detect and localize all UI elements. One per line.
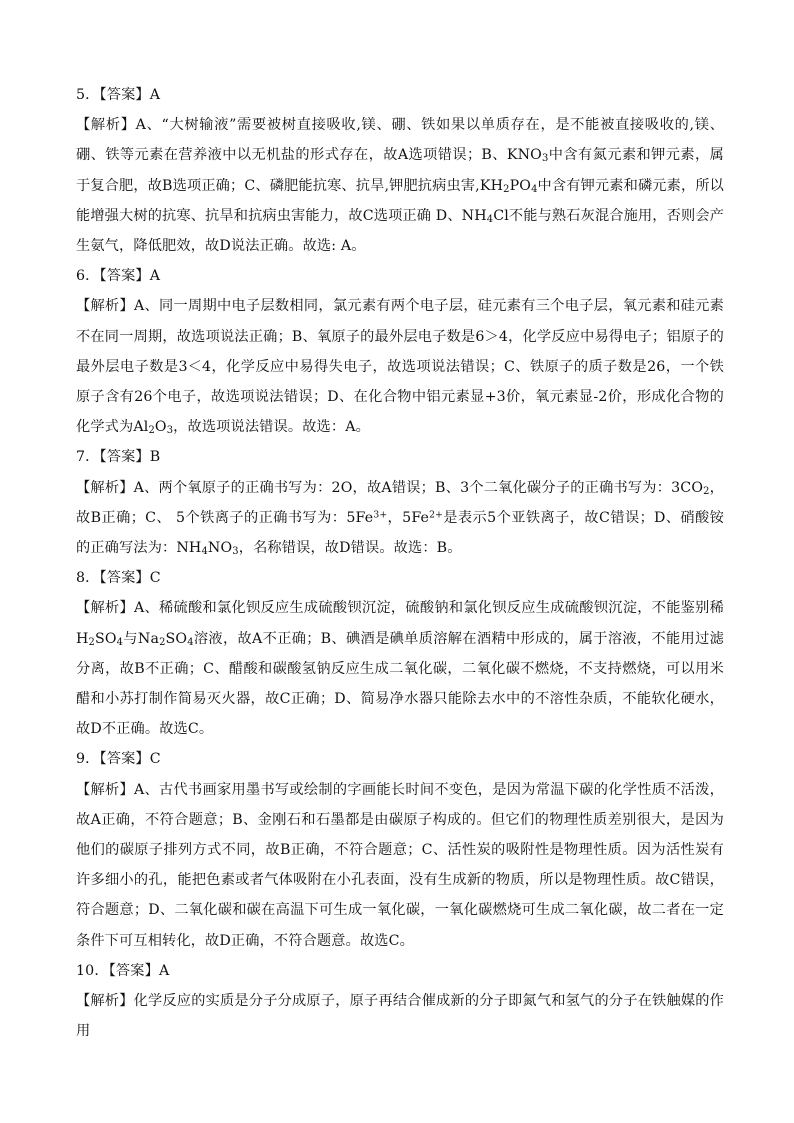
analysis-text: ，名称错误，故D错误。故选：B。 xyxy=(238,540,462,557)
answer-document xyxy=(76,80,724,1047)
analysis-paragraph xyxy=(76,775,724,956)
superscript-text: 3+ xyxy=(373,509,388,521)
subscript-text: 3 xyxy=(232,546,239,558)
analysis-text: 【解析】化学反应的实质是分子分成原子，原子再结合催成新的分子即氮气和氢气的分子在铁触媒的作用 xyxy=(76,993,724,1040)
subscript-text: 2 xyxy=(703,485,710,497)
analysis-text: 溶液，故A不正确；B、碘酒是碘单质溶解在酒精中形成的，属于溶液，不能用过滤分离，故B不正确；C、醋酸和碳酸氢钠反应生成二氧化碳，二氧化碳不燃烧，不支持燃烧，可以用米醋和小苏打制作简易灭火器，故C正确；D、简易净水器只能除去水中的不溶性杂质，不能软化硬水，故D不正确。故选C。 xyxy=(76,630,724,738)
analysis-paragraph xyxy=(76,986,724,1046)
analysis-text: 【解析】A、古代书画家用墨书写或绘制的字画能长时间不变色，是因为常温下碳的化学性质不活泼，故A正确，不符合题意；B、金刚石和石墨都是由碳原子构成的。但它们的物理性质差别很大，是因为他们的碳原子排列方式不同，故B正确，不符合题意；C、活性炭的吸附性是物理性质。因为活性炭有许多细小的孔，能把色素或者气体吸附在小孔表面，没有生成新的物质，所以是物理性质。故C错误，符合题意；D、二氧化碳和碳在高温下可生成一氧化碳，一氧化碳燃烧可生成二氧化碳，故二者在一定条件下可互相转化，故D正确，不符合题意。故选C。 xyxy=(76,781,724,949)
analysis-text: 中含有氮元素和钾元素，属于复合肥，故B选项正确；C、磷肥能抗寒、抗旱,钾肥抗病虫害,KH xyxy=(76,147,724,194)
subscript-text: 4 xyxy=(187,636,194,648)
analysis-text: 【解析】A、稀硫酸和氯化钡反应生成硫酸钡沉淀，硫酸钠和氯化钡反应生成硫酸钡沉淀，不能鉴别稀H xyxy=(76,600,724,647)
answer-line: 8．【答案】C xyxy=(76,570,161,587)
superscript-text: 2+ xyxy=(429,509,443,521)
analysis-text: NO xyxy=(207,540,233,557)
analysis-paragraph xyxy=(76,473,724,564)
analysis-paragraph xyxy=(76,593,724,744)
subscript-text: 2 xyxy=(159,636,166,648)
analysis-text: Cl不能与熟石灰混合施用，否则会产生氨气，降低肥效，故D说法正确。故选: A。 xyxy=(76,207,724,255)
subscript-text: 2 xyxy=(503,183,510,195)
analysis-text: PO xyxy=(509,177,532,194)
answer-line: 10．【答案】A xyxy=(76,962,170,979)
subscript-text: 4 xyxy=(116,636,124,648)
subscript-text: 2 xyxy=(148,425,155,437)
analysis-text: 【解析】A、同一周期中电子层数相同，氯元素有两个电子层，硅元素有三个电子层，氧元素和硅元素不在同一周期，故选项说法正确；B、氧原子的最外层电子数是6＞4，化学反应中易得电子；铝原子的最外层电子数是3＜4，化学反应中易得失电子，故选项说法错误；C、铁原子的质子数是26，一个铁原子含有26个电子，故选项说法错误；D、在化合物中铝元素显+3价，氧元素显-2价，形成化合物的化学式为Al xyxy=(76,298,724,436)
analysis-paragraph xyxy=(76,110,724,261)
analysis-text: O xyxy=(154,419,167,436)
subscript-text: 4 xyxy=(531,183,538,195)
answer-line: 9．【答案】C xyxy=(76,751,161,768)
answer-line: 6．【答案】A xyxy=(76,268,161,285)
analysis-text: 中含有钾元素和磷元素，所以能增强大树的抗寒、抗旱和抗病虫害能力，故C选项正确 D、NH xyxy=(76,177,724,224)
analysis-text: SO xyxy=(95,630,117,647)
subscript-text: 4 xyxy=(201,546,208,558)
analysis-text: 【解析】A、“大树输液”需要被树直接吸收,镁、硼、铁如果以单质存在，是不能被直接吸收的,镁、硼、铁等元素在营养液中以无机盐的形式存在，故A选项错误；B、KNO xyxy=(76,117,724,164)
subscript-text: 3 xyxy=(166,425,174,437)
subscript-text: 3 xyxy=(541,153,549,165)
subscript-text: 2 xyxy=(88,636,95,648)
analysis-paragraph xyxy=(76,291,724,442)
analysis-text: 是表示5个亚铁离子，故C错误；D、硝酸铵的正确写法为：NH xyxy=(76,509,724,557)
analysis-text: ，5Fe xyxy=(387,509,430,526)
analysis-text: ，故选项说法错误。故选：A。 xyxy=(173,419,370,436)
answer-line: 7．【答案】B xyxy=(76,449,161,466)
analysis-text: 与Na xyxy=(123,630,160,647)
subscript-text: 4 xyxy=(486,213,494,225)
analysis-text: SO xyxy=(165,630,188,647)
answer-line: 5．【答案】A xyxy=(76,87,161,103)
analysis-text: 【解析】A、两个氧原子的正确书写为：2O，故A错误；B、3个二氧化碳分子的正确书写为：3CO xyxy=(76,479,704,496)
analysis-text: ，故B正确；C、 5个铁离子的正确书写为：5Fe xyxy=(76,479,724,526)
